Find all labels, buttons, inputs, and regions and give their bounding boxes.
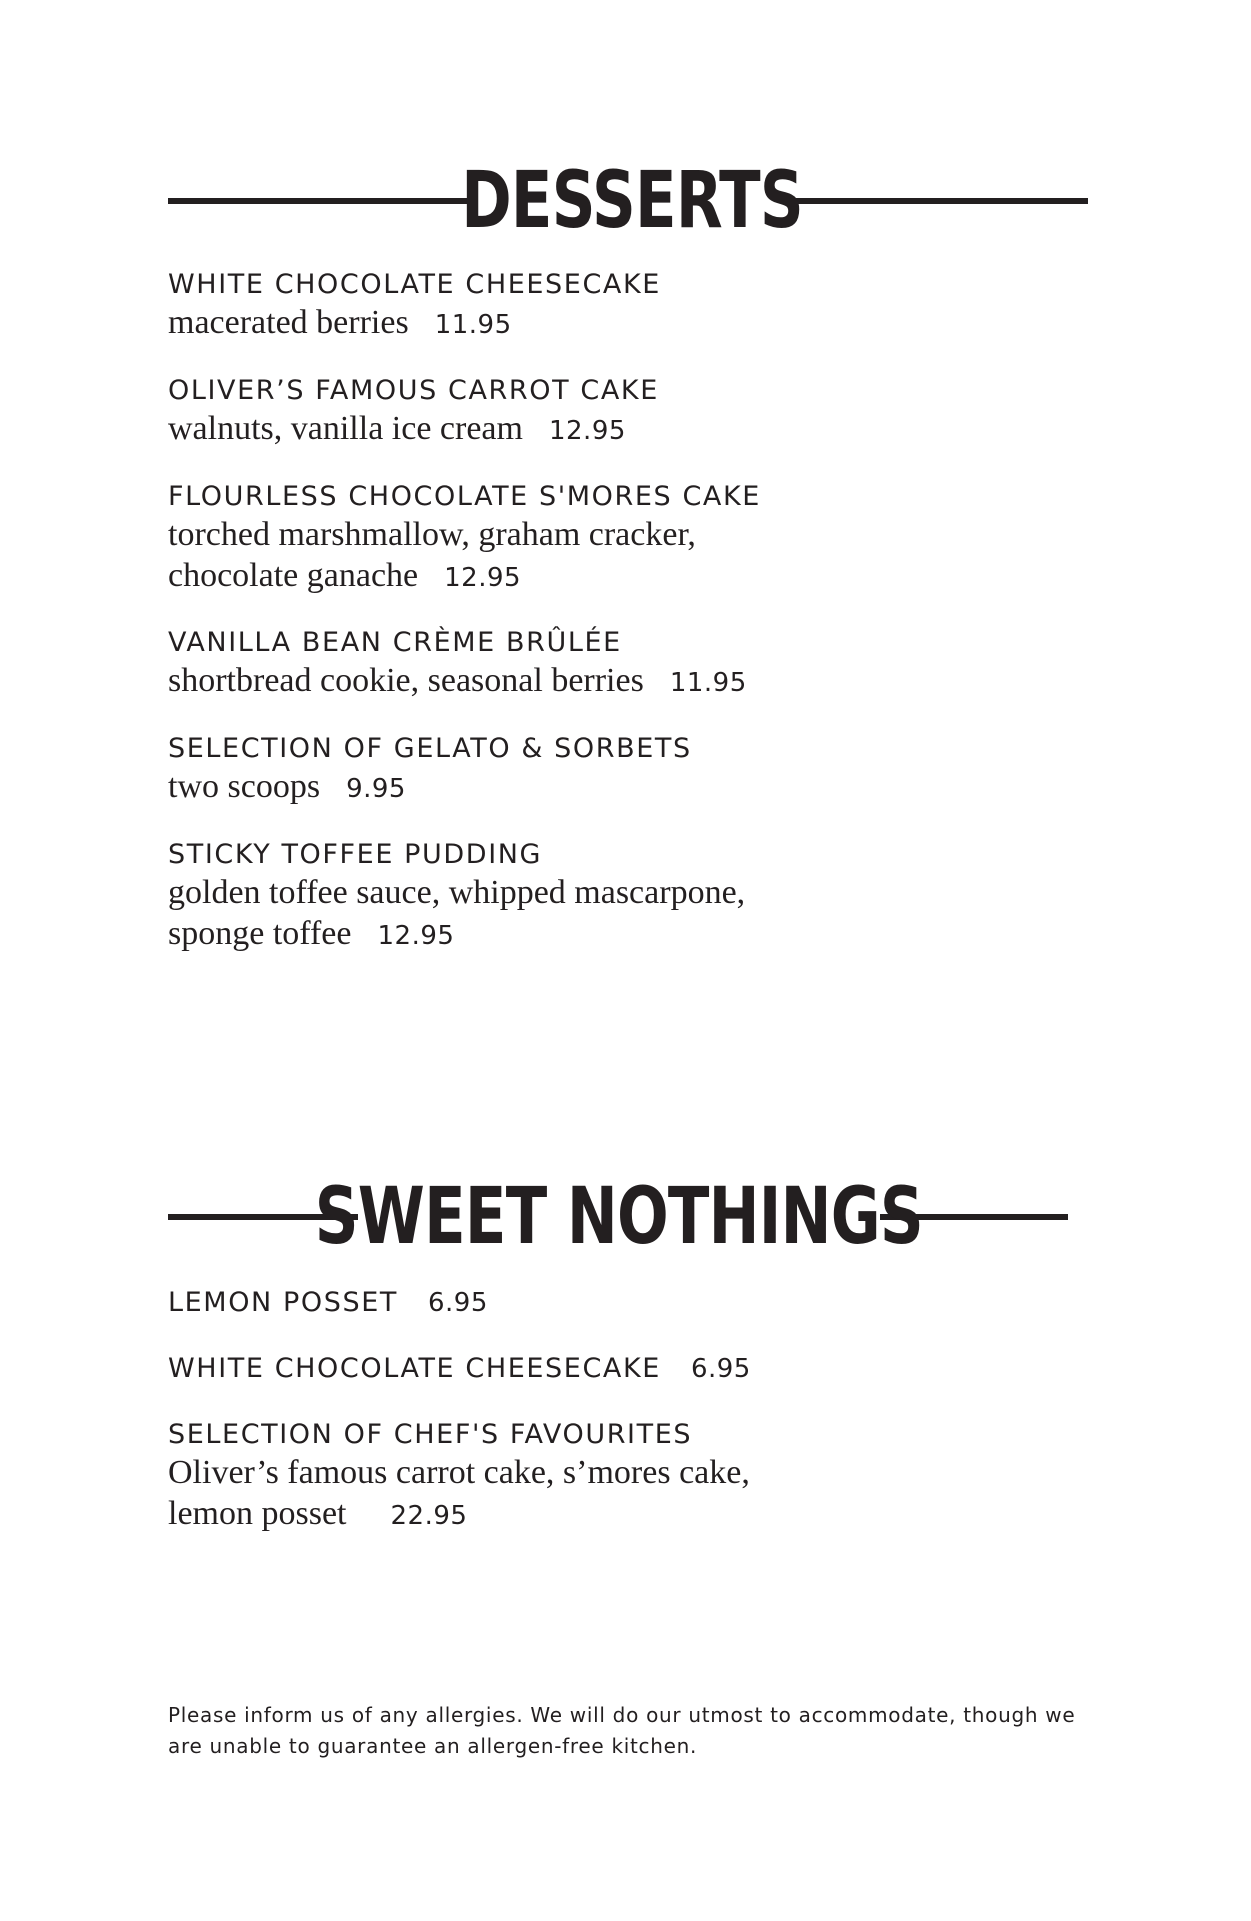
item-name: LEMON POSSET [168, 1287, 398, 1318]
sweet-item [168, 1418, 1088, 1537]
item-description: torched marshmallow, graham cracker, [168, 516, 696, 553]
item-description: sponge toffee [168, 915, 352, 952]
item-price: 12.95 [377, 921, 455, 951]
item-price: 12.95 [444, 563, 522, 593]
header-rule-right [788, 198, 1088, 204]
desserts-header [168, 156, 1088, 246]
sweet-nothings-title: SWEET NOTHINGS [314, 1172, 924, 1262]
item-price: 6.95 [428, 1288, 488, 1318]
item-name: WHITE CHOCOLATE CHEESECAKE [168, 269, 661, 300]
item-description: Oliver’s famous carrot cake, s’mores cake, [168, 1454, 750, 1491]
item-price: 6.95 [690, 1354, 751, 1384]
allergy-notice: Please inform us of any allergies. We will do our utmost to accommodate, though we are unable to guarantee an allergen-free kitchen. [168, 1703, 1076, 1758]
desserts-title: DESSERTS [461, 156, 803, 246]
item-price: 9.95 [346, 774, 406, 804]
dessert-item [168, 480, 1088, 599]
item-price: 11.95 [434, 310, 512, 340]
item-description: macerated berries [168, 304, 409, 341]
sweet-nothings-header [168, 1172, 1068, 1262]
item-name: VANILLA BEAN CRÈME BRÛLÉE [168, 627, 622, 658]
item-price: 11.95 [669, 668, 747, 698]
item-description: golden toffee sauce, whipped mascarpone, [168, 874, 746, 911]
item-name: STICKY TOFFEE PUDDING [168, 839, 543, 870]
item-price: 22.95 [390, 1501, 468, 1531]
header-rule-left [168, 198, 476, 204]
dessert-item [168, 626, 1088, 704]
item-description: two scoops [168, 768, 321, 805]
item-name: SELECTION OF GELATO & SORBETS [168, 733, 692, 764]
item-description: shortbread cookie, seasonal berries [168, 662, 644, 699]
item-price: 12.95 [548, 416, 626, 446]
dessert-item [168, 268, 1088, 346]
dessert-item [168, 838, 1088, 957]
item-name: SELECTION OF CHEF'S FAVOURITES [168, 1419, 693, 1450]
dessert-item [168, 374, 1088, 452]
item-name: OLIVER’S FAMOUS CARROT CAKE [168, 375, 659, 406]
item-description: chocolate ganache [168, 557, 419, 594]
item-name: WHITE CHOCOLATE CHEESECAKE [168, 1353, 661, 1384]
sweet-item [168, 1352, 1088, 1386]
item-name: FLOURLESS CHOCOLATE S'MORES CAKE [168, 481, 761, 512]
item-description: walnuts, vanilla ice cream [168, 410, 523, 447]
sweet-item [168, 1286, 1088, 1320]
dessert-item [168, 732, 1088, 810]
item-description: lemon posset [168, 1495, 347, 1532]
